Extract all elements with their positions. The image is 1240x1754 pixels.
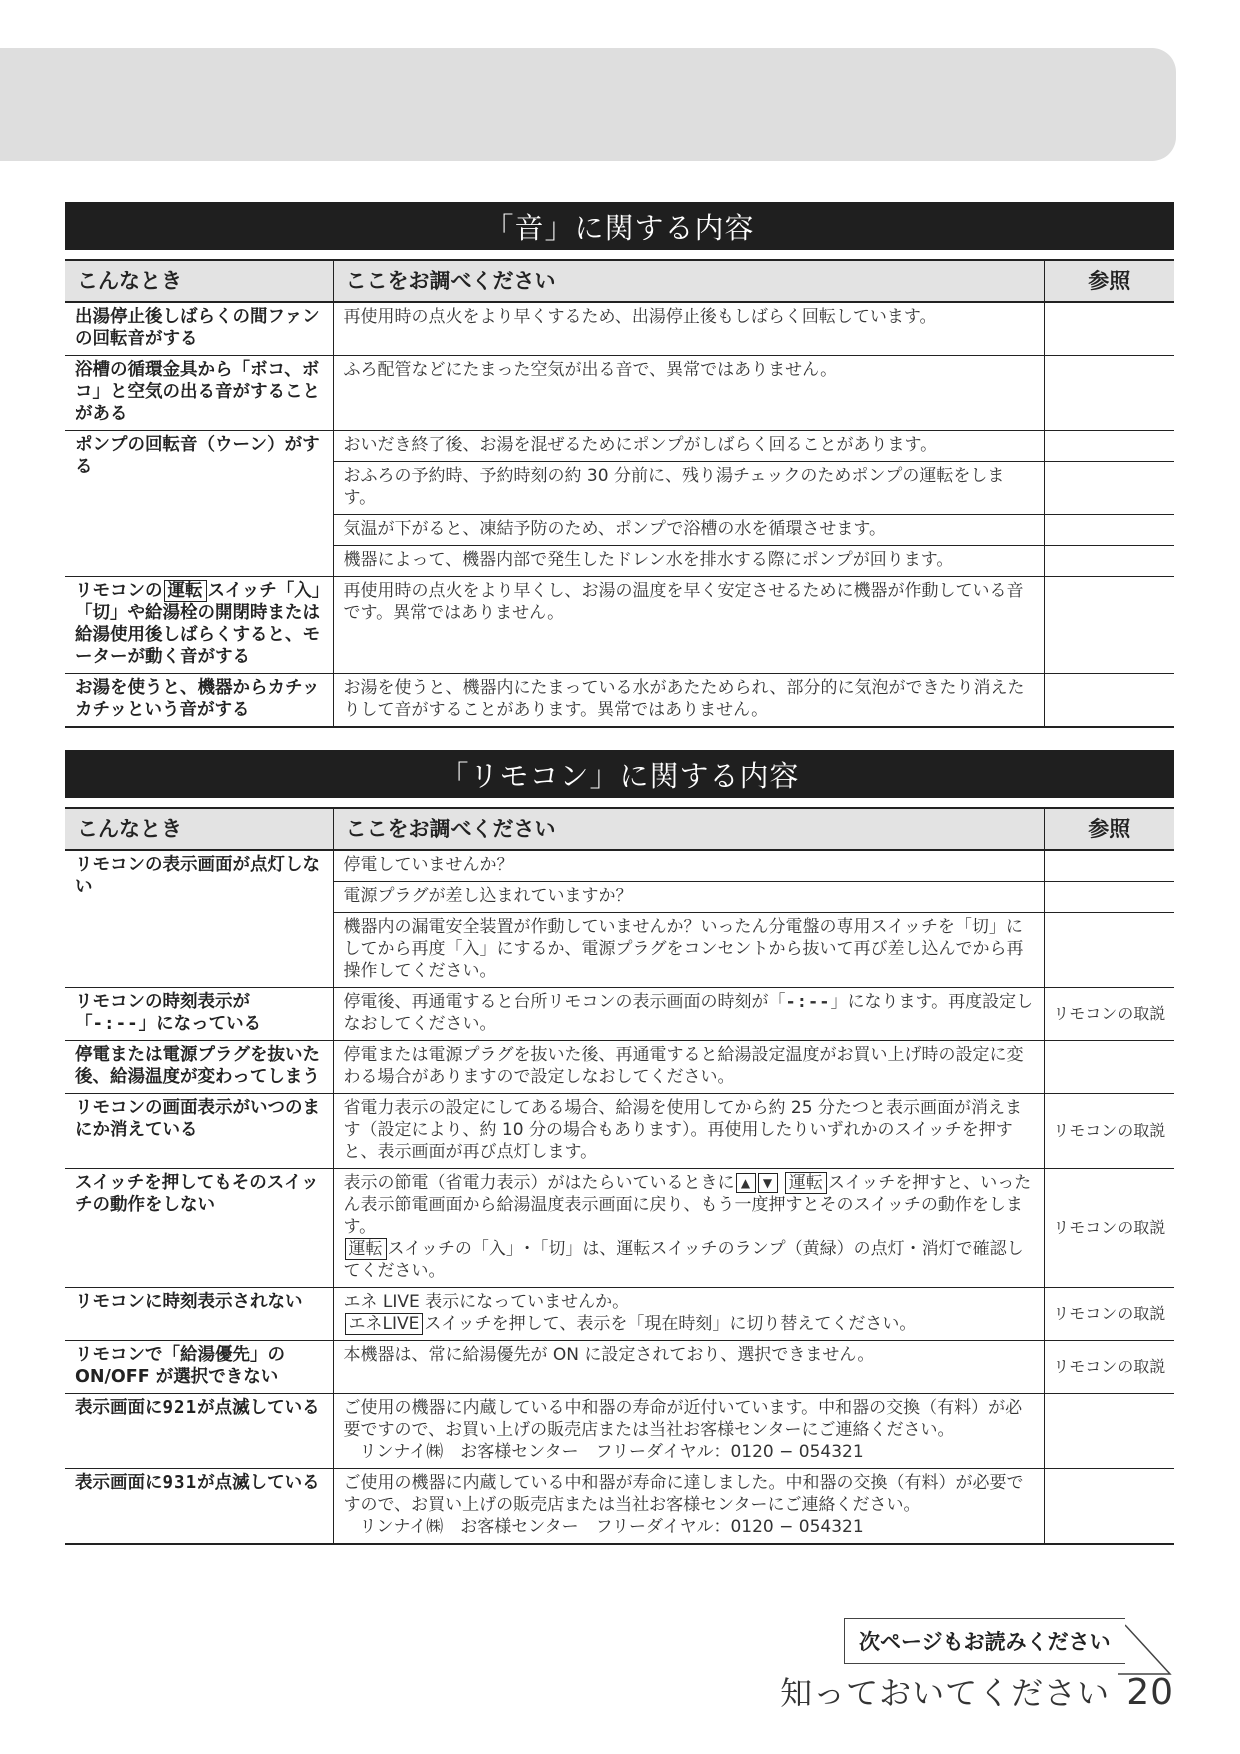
answer-cell: 本機器は、常に給湯優先が ON に設定されており、選択できません。 xyxy=(333,1341,1044,1394)
reference-cell xyxy=(1044,302,1174,356)
reference-cell: リモコンの取説 xyxy=(1044,1169,1174,1288)
answer-cell: 機器によって、機器内部で発生したドレン水を排水する際にポンプが回ります。 xyxy=(333,546,1044,577)
col-when: こんなとき xyxy=(65,808,333,850)
condition-cell: リモコンの画面表示がいつのまにか消えている xyxy=(65,1094,333,1169)
reference-cell xyxy=(1044,515,1174,546)
reference-cell: リモコンの取説 xyxy=(1044,988,1174,1041)
clock-display: -:-- xyxy=(785,992,831,1012)
reference-cell xyxy=(1044,1041,1174,1094)
answer-cell: ご使用の機器に内蔵している中和器が寿命に達しました。中和器の交換（有料）が必要ですので、お買い上げの販売店または当社お客様センターにご連絡ください。 リンナイ㈱ お客様センター フリーダイヤル：0120 − 054321 xyxy=(333,1469,1044,1545)
table-row xyxy=(65,1394,1174,1469)
up-arrow-icon: ▲ xyxy=(736,1173,756,1193)
answer-cell: 機器内の漏電安全装置が作動していませんか？いったん分電盤の専用スイッチを「切」にしてから再度「入」にするか、電源プラグをコンセントから抜いて再び差し込んでから再操作してください。 xyxy=(333,913,1044,988)
reference-cell: リモコンの取説 xyxy=(1044,1341,1174,1394)
contact-line: リンナイ㈱ お客様センター フリーダイヤル：0120 − 054321 xyxy=(359,1517,864,1537)
col-ref: 参照 xyxy=(1044,808,1174,850)
reference-cell xyxy=(1044,674,1174,728)
footer-section-title: 知っておいてください xyxy=(780,1674,1111,1712)
answer-cell: 再使用時の点火をより早くし、お湯の温度を早く安定させるために機器が作動している音です。異常ではありません。 xyxy=(333,577,1044,674)
answer-cell: 気温が下がると、凍結予防のため、ポンプで浴槽の水を循環させます。 xyxy=(333,515,1044,546)
table-row xyxy=(65,850,1174,882)
reference-cell xyxy=(1044,850,1174,882)
answer-cell: 停電していませんか？ xyxy=(333,850,1044,882)
condition-cell: 表示画面に921が点滅している xyxy=(65,1394,333,1469)
page-number: 20 xyxy=(1126,1672,1174,1713)
answer-cell: 省電力表示の設定にしてある場合、給湯を使用してから約 25 分たつと表示画面が消えます（設定により、約 10 分の場合もあります）。再使用したりいずれかのスイッチを押すと、表示画面が再び点灯します。 xyxy=(333,1094,1044,1169)
clock-display: -:-- xyxy=(92,1014,139,1034)
col-when: こんなとき xyxy=(65,260,333,302)
table-row xyxy=(65,356,1174,431)
condition-cell: リモコンの 運転 スイッチ「入」「切」や給湯栓の開閉時または給湯使用後しばらくすると、モーターが動く音がする xyxy=(65,577,333,674)
ene-live-key-label: エネLIVE xyxy=(345,1313,424,1335)
answer-cell: おふろの予約時、予約時刻の約 30 分前に、残り湯チェックのためポンプの運転をします。 xyxy=(333,462,1044,515)
operation-key-label: 運転 xyxy=(785,1172,827,1194)
condition-cell: 停電または電源プラグを抜いた後、給湯温度が変わってしまう xyxy=(65,1041,333,1094)
table-row xyxy=(65,988,1174,1041)
contact-line: リンナイ㈱ お客様センター フリーダイヤル：0120 − 054321 xyxy=(359,1442,864,1462)
condition-cell: 表示画面に931が点滅している xyxy=(65,1469,333,1545)
condition-cell: リモコンの表示画面が点灯しない xyxy=(65,850,333,988)
remote-table xyxy=(65,807,1174,1545)
answer-cell: エネ LIVE 表示になっていませんか。 エネLIVE スイッチを押して、表示を「現在時刻」に切り替えてください。 xyxy=(333,1288,1044,1341)
reference-cell xyxy=(1044,577,1174,674)
col-ref: 参照 xyxy=(1044,260,1174,302)
condition-cell: リモコンの時刻表示が 「-:--」になっている xyxy=(65,988,333,1041)
table-row xyxy=(65,1041,1174,1094)
sound-table xyxy=(65,259,1174,728)
answer-cell: 停電後、再通電すると台所リモコンの表示画面の時刻が「-:--」になります。再度設定しなおしてください。 xyxy=(333,988,1044,1041)
error-code-display: 921 xyxy=(162,1398,198,1418)
table-row xyxy=(65,1094,1174,1169)
reference-cell xyxy=(1044,546,1174,577)
condition-cell: 出湯停止後しばらくの間ファンの回転音がする xyxy=(65,302,333,356)
table-row xyxy=(65,674,1174,728)
condition-cell: ポンプの回転音（ウーン）がする xyxy=(65,431,333,577)
reference-cell xyxy=(1044,882,1174,913)
condition-cell: お湯を使うと、機器からカチッカチッという音がする xyxy=(65,674,333,728)
page-footer xyxy=(780,1668,1174,1714)
next-page-note xyxy=(844,1618,1125,1664)
next-page-label: 次ページもお読みください xyxy=(844,1618,1125,1664)
condition-cell: 浴槽の循環金具から「ボコ、ボコ」と空気の出る音がすることがある xyxy=(65,356,333,431)
table-row xyxy=(65,1341,1174,1394)
answer-cell: お湯を使うと、機器内にたまっている水があたためられ、部分的に気泡ができたり消えたりして音がすることがあります。異常ではありません。 xyxy=(333,674,1044,728)
answer-cell: おいだき終了後、お湯を混ぜるためにポンプがしばらく回ることがあります。 xyxy=(333,431,1044,462)
answer-cell: ふろ配管などにたまった空気が出る音で、異常ではありません。 xyxy=(333,356,1044,431)
operation-key-label: 運転 xyxy=(345,1238,387,1260)
error-code-display: 931 xyxy=(162,1473,198,1493)
reference-cell xyxy=(1044,913,1174,988)
table-header xyxy=(65,260,1174,302)
table-header xyxy=(65,808,1174,850)
reference-cell xyxy=(1044,1469,1174,1545)
table-row xyxy=(65,577,1174,674)
reference-cell xyxy=(1044,462,1174,515)
chapter-tab xyxy=(0,48,1176,161)
sound-section-title: 「音」に関する内容 xyxy=(65,202,1174,250)
col-check: ここをお調べください xyxy=(333,260,1044,302)
table-row xyxy=(65,1469,1174,1545)
reference-cell: リモコンの取説 xyxy=(1044,1094,1174,1169)
condition-cell: リモコンで「給湯優先」のON/OFF が選択できない xyxy=(65,1341,333,1394)
table-row xyxy=(65,431,1174,462)
condition-cell: スイッチを押してもそのスイッチの動作をしない xyxy=(65,1169,333,1288)
answer-cell: 再使用時の点火をより早くするため、出湯停止後もしばらく回転しています。 xyxy=(333,302,1044,356)
reference-cell xyxy=(1044,431,1174,462)
operation-key-label: 運転 xyxy=(164,580,207,602)
reference-cell: リモコンの取説 xyxy=(1044,1288,1174,1341)
reference-cell xyxy=(1044,356,1174,431)
remote-section-title: 「リモコン」に関する内容 xyxy=(65,750,1174,798)
answer-cell: ご使用の機器に内蔵している中和器の寿命が近付いています。中和器の交換（有料）が必要ですので、お買い上げの販売店または当社お客様センターにご連絡ください。 リンナイ㈱ お客様センター フリーダイヤル：0120 − 054321 xyxy=(333,1394,1044,1469)
col-check: ここをお調べください xyxy=(333,808,1044,850)
answer-cell: 表示の節電（省電力表示）がはたらいているときに ▲ ▼ 運転 スイッチを押すと、いったん表示節電画面から給湯温度表示画面に戻り、もう一度押すとそのスイッチの動作をします。 運転 スイッチの「入」･「切」は、運転スイッチのランプ（黄緑）の点灯・消灯で確認してください。 xyxy=(333,1169,1044,1288)
table-row xyxy=(65,302,1174,356)
condition-cell: リモコンに時刻表示されない xyxy=(65,1288,333,1341)
table-row xyxy=(65,1169,1174,1288)
table-row xyxy=(65,1288,1174,1341)
answer-cell: 停電または電源プラグを抜いた後、再通電すると給湯設定温度がお買い上げ時の設定に変わる場合がありますので設定しなおしてください。 xyxy=(333,1041,1044,1094)
down-arrow-icon: ▼ xyxy=(758,1173,778,1193)
reference-cell xyxy=(1044,1394,1174,1469)
answer-cell: 電源プラグが差し込まれていますか？ xyxy=(333,882,1044,913)
